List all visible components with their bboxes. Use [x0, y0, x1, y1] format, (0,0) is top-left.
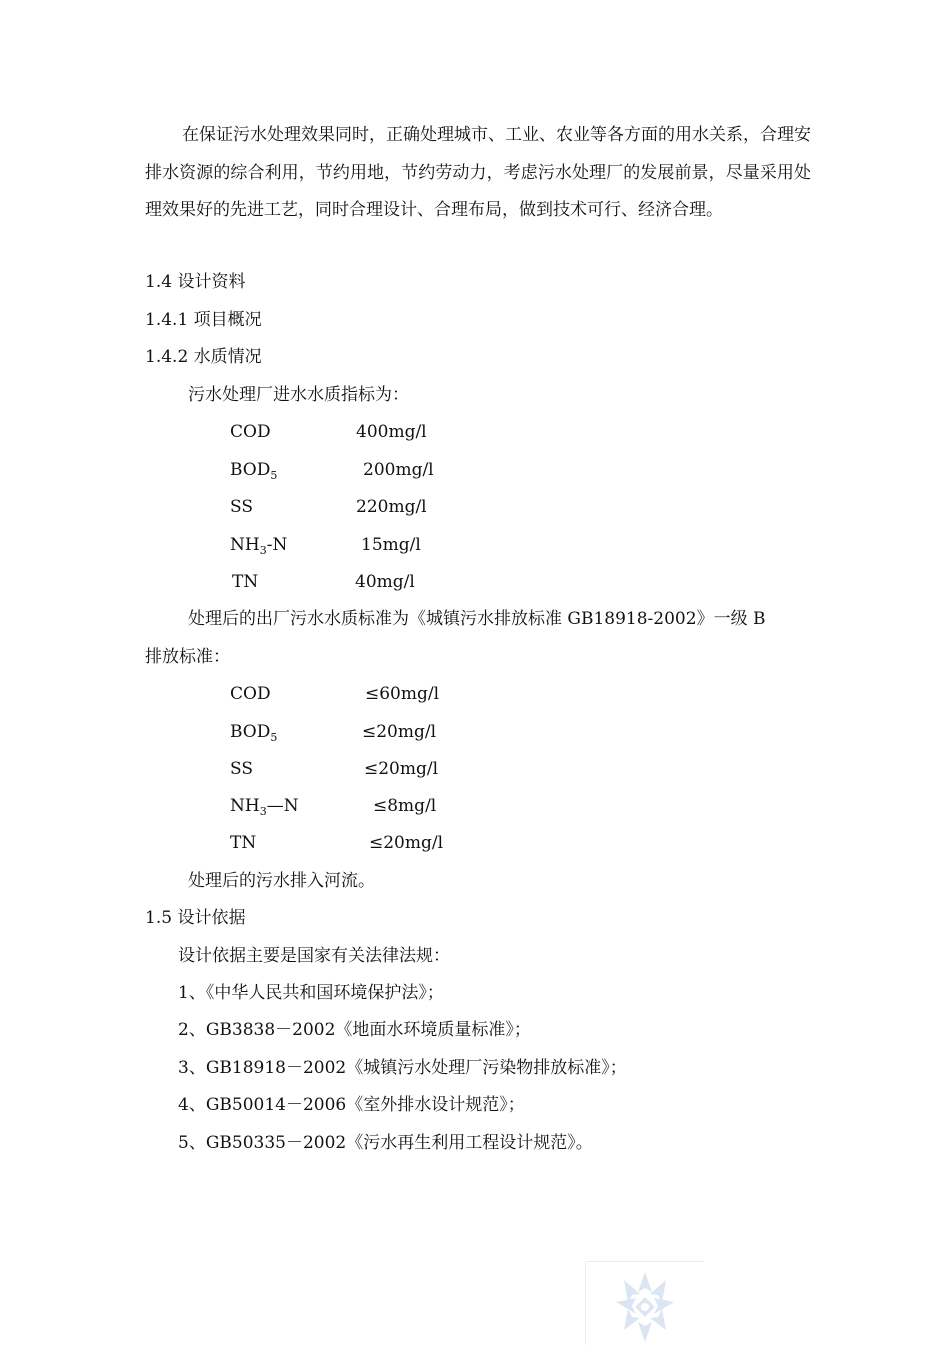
basis-item: 5、GB50335－2002《污水再生利用工程设计规范》。: [178, 1133, 593, 1153]
parameter-name: SS: [230, 497, 253, 517]
parameter-name: $NH_3-N$: [230, 535, 288, 557]
basis-item: 1、《中华人民共和国环境保护法》；: [178, 983, 444, 1003]
heading-design-data: 1.4 设计资料: [145, 272, 246, 292]
heading-water-quality: 1.4.2 水质情况: [145, 347, 262, 367]
heading-project-overview: 1.4.1 项目概况: [145, 310, 262, 330]
basis-item: 3、GB18918－2002《城镇污水处理厂污染物排放标准》；: [178, 1058, 627, 1078]
parameter-value: ≤60mg/l: [365, 684, 440, 704]
parameter-name: COD: [230, 422, 271, 442]
parameter-value: 400mg/l: [356, 422, 427, 442]
parameter-name: TN: [230, 833, 257, 853]
parameter-value: ≤8mg/l: [373, 796, 437, 816]
parameter-value: 220mg/l: [356, 497, 427, 517]
parameter-value: 200mg/l: [363, 460, 434, 480]
parameter-value: 15mg/l: [361, 535, 421, 555]
heading-design-basis: 1.5 设计依据: [145, 908, 246, 928]
parameter-name: COD: [230, 684, 271, 704]
effluent-intro-line1: 处理后的出厂污水水质标准为《城镇污水排放标准 GB18918-2002》一级 B: [188, 609, 766, 629]
effluent-intro-line2: 排放标准：: [145, 647, 230, 667]
parameter-name: $NH_3—N$: [230, 796, 299, 818]
basis-intro: 设计依据主要是国家有关法律法规：: [178, 946, 450, 966]
parameter-value: 40mg/l: [355, 572, 415, 592]
parameter-name: SS: [230, 759, 253, 779]
snowflake-logo-icon: [586, 1262, 704, 1345]
influent-intro: 污水处理厂进水水质指标为：: [188, 385, 409, 405]
parameter-value: ≤20mg/l: [362, 722, 437, 742]
parameter-name: $BOD_5$: [230, 460, 278, 482]
parameter-name: $BOD_5$: [230, 722, 278, 744]
basis-item: 2、GB3838－2002《地面水环境质量标准》；: [178, 1020, 531, 1040]
discharge-note: 处理后的污水排入河流。: [188, 871, 375, 891]
parameter-name: TN: [232, 572, 259, 592]
watermark-logo: [585, 1261, 704, 1345]
intro-paragraph: 在保证污水处理效果同时，正确处理城市、工业、农业等各方面的用水关系，合理安排水资源的综合利用，节约用地，节约劳动力，考虑污水处理厂的发展前景，尽量采用处理效果好的先进工艺，同时合理设计、合理布局，做到技术可行、经济合理。: [145, 125, 811, 220]
parameter-value: ≤20mg/l: [364, 759, 439, 779]
basis-item: 4、GB50014－2006《室外排水设计规范》；: [178, 1095, 525, 1115]
parameter-value: ≤20mg/l: [369, 833, 444, 853]
